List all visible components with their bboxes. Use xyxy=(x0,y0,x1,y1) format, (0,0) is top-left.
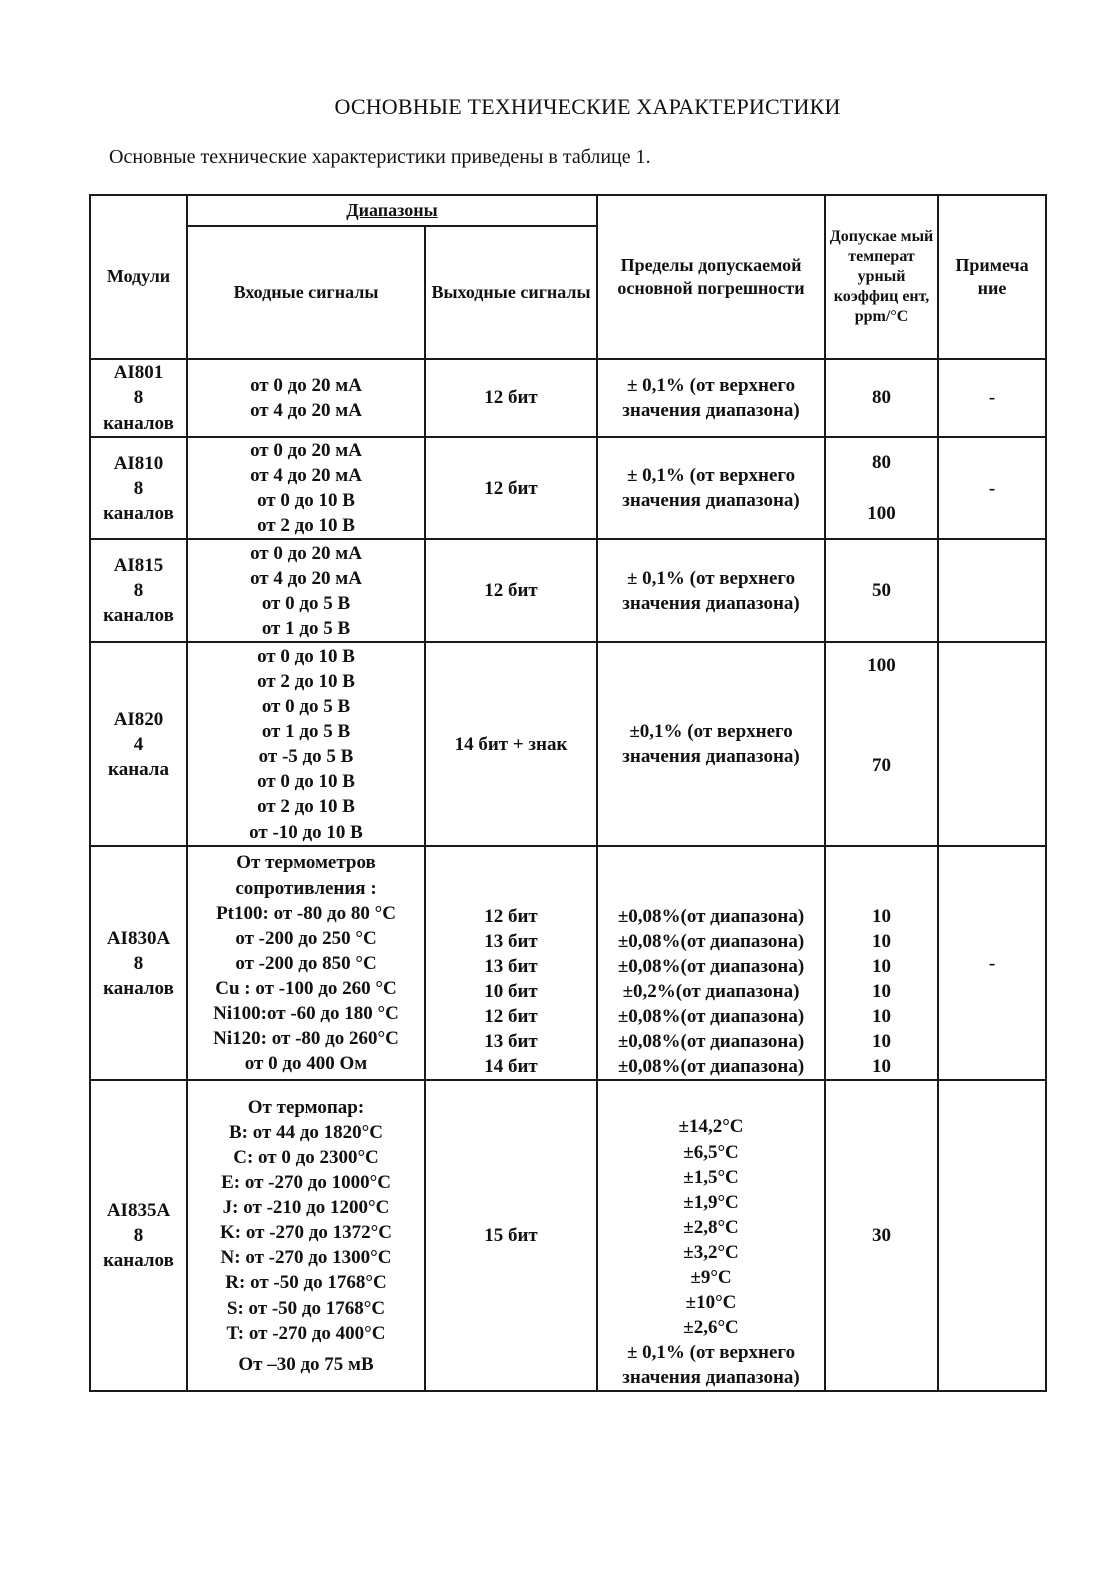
inputs-cell: От термометров сопротивления : Pt100: от -80 до 80 °С от -200 до 250 °С от -200 до 850 °С Cu : от -100 до 260 °С Ni100:от -60 до 180 °С Ni120: от -80 до 260°С от 0 до 400 Ом xyxy=(187,846,425,1080)
table-row xyxy=(90,539,1046,642)
coef-cell: 80 100 xyxy=(825,437,938,539)
note-cell: - xyxy=(938,846,1046,1080)
error-cell: ±0,08%(от диапазона) ±0,08%(от диапазона) ±0,08%(от диапазона) ±0,2%(от диапазона) ±0,08%(от диапазона) ±0,08%(от диапазона) ±0,08%(от диапазона) xyxy=(597,846,825,1080)
inputs-cell: от 0 до 10 В от 2 до 10 В от 0 до 5 В от 1 до 5 В от -5 до 5 В от 0 до 10 В от 2 до 10 В от -10 до 10 В xyxy=(187,642,425,846)
outputs-cell: 15 бит xyxy=(425,1080,597,1391)
error-cell: ±14,2°С ±6,5°С ±1,5°С ±1,9°С ±2,8°С ±3,2°С ±9°С ±10°С ±2,6°С ± 0,1% (от верхнего значения диапазона) xyxy=(597,1080,825,1391)
table-row xyxy=(90,1080,1046,1391)
outputs-cell: 12 бит xyxy=(425,359,597,437)
table-row xyxy=(90,642,1046,846)
inputs-cell: От термопар: B: от 44 до 1820°С C: от 0 до 2300°С E: от -270 до 1000°С J: от -210 до 1200°С K: от -270 до 1372°С N: от -270 до 1300°С R: от -50 до 1768°С S: от -50 до 1768°С T: от -270 до 400°С От –30 до 75 мВ xyxy=(187,1080,425,1391)
module-cell: AI815 8 каналов xyxy=(90,539,187,642)
module-cell: AI830A 8 каналов xyxy=(90,846,187,1080)
header-error: Пределы допускаемой основной погрешности xyxy=(597,195,825,359)
module-cell: AI801 8 каналов xyxy=(90,359,187,437)
outputs-cell: 12 бит xyxy=(425,539,597,642)
coef-cell: 30 xyxy=(825,1080,938,1391)
header-modules: Модули xyxy=(90,195,187,359)
coef-cell: 80 xyxy=(825,359,938,437)
outputs-cell: 14 бит + знак xyxy=(425,642,597,846)
inputs-cell: от 0 до 20 мА от 4 до 20 мА от 0 до 10 В от 2 до 10 В xyxy=(187,437,425,539)
header-ranges: Диапазоны xyxy=(187,195,597,226)
note-cell xyxy=(938,539,1046,642)
header-notes: Примеча ние xyxy=(938,195,1046,359)
table-row xyxy=(90,437,1046,539)
header-temp-coef: Допускае мый температ урный коэффиц ент, ppm/°С xyxy=(825,195,938,359)
note-cell: - xyxy=(938,359,1046,437)
coef-cell: 100 70 xyxy=(825,642,938,846)
module-cell: AI810 8 каналов xyxy=(90,437,187,539)
module-cell: AI835A 8 каналов xyxy=(90,1080,187,1391)
error-cell: ±0,1% (от верхнего значения диапазона) xyxy=(597,642,825,846)
table-row xyxy=(90,846,1046,1080)
module-cell: AI820 4 канала xyxy=(90,642,187,846)
error-cell: ± 0,1% (от верхнего значения диапазона) xyxy=(597,359,825,437)
inputs-cell: от 0 до 20 мА от 4 до 20 мА от 0 до 5 В от 1 до 5 В xyxy=(187,539,425,642)
spec-table xyxy=(89,194,1047,1392)
table-row xyxy=(90,359,1046,437)
error-cell: ± 0,1% (от верхнего значения диапазона) xyxy=(597,437,825,539)
header-outputs: Выходные сигналы xyxy=(425,226,597,359)
outputs-cell: 12 бит xyxy=(425,437,597,539)
error-cell: ± 0,1% (от верхнего значения диапазона) xyxy=(597,539,825,642)
header-inputs: Входные сигналы xyxy=(187,226,425,359)
note-cell xyxy=(938,642,1046,846)
inputs-cell: от 0 до 20 мА от 4 до 20 мА xyxy=(187,359,425,437)
page-title: ОСНОВНЫЕ ТЕХНИЧЕСКИЕ ХАРАКТЕРИСТИКИ xyxy=(334,94,841,119)
note-cell xyxy=(938,1080,1046,1391)
outputs-cell: 12 бит 13 бит 13 бит 10 бит 12 бит 13 бит 14 бит xyxy=(425,846,597,1080)
coef-cell: 50 xyxy=(825,539,938,642)
intro-paragraph: Основные технические характеристики приведены в таблице 1. xyxy=(109,146,651,168)
note-cell: - xyxy=(938,437,1046,539)
coef-cell: 10 10 10 10 10 10 10 xyxy=(825,846,938,1080)
